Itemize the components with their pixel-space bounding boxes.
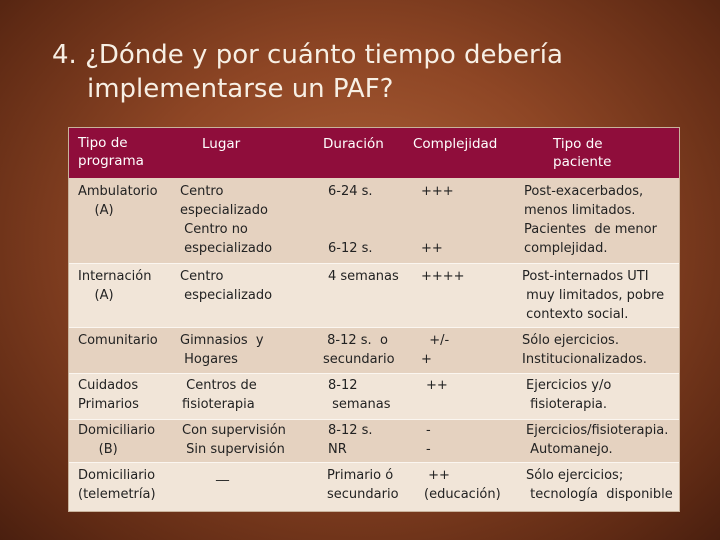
cell-programa: Domiciliario (B) xyxy=(78,423,156,457)
table-row xyxy=(69,463,679,511)
slide-title xyxy=(52,38,692,106)
header-duracion: Duración xyxy=(323,136,384,152)
table-row xyxy=(69,264,679,327)
cell-complejidad: ++++ xyxy=(421,269,465,284)
cell-duracion: Primario ó secundario xyxy=(327,468,399,502)
cell-lugar: Con supervisión Sin supervisión xyxy=(182,423,286,457)
cell-duracion: 8-12 s. o secundario xyxy=(323,333,395,367)
header-lugar: Lugar xyxy=(202,136,241,152)
cell-lugar: Centro especializado xyxy=(180,269,273,303)
cell-programa: Ambulatorio (A) xyxy=(78,184,158,218)
table-header xyxy=(69,128,679,178)
paf-table xyxy=(68,127,680,512)
cell-paciente: Sólo ejercicios; tecnología disponible xyxy=(526,468,673,502)
cell-programa: Cuidados Primarios xyxy=(78,378,139,412)
cell-paciente: Post-internados UTI muy limitados, pobre contexto social. xyxy=(522,269,665,322)
slide-title-line-2: implementarse un PAF? xyxy=(87,74,394,104)
cell-paciente: Ejercicios/fisioterapia. Automanejo. xyxy=(526,423,669,457)
cell-duracion: 8-12 semanas xyxy=(328,378,391,412)
table-row xyxy=(69,178,679,263)
cell-lugar: __ xyxy=(216,467,229,482)
header-tipo-paciente: Tipo de paciente xyxy=(553,136,612,170)
cell-lugar: Centros de fisioterapia xyxy=(182,378,257,412)
cell-lugar: Centro especializado Centro no especializado xyxy=(180,184,273,256)
cell-programa: Domiciliario (telemetría) xyxy=(78,468,156,502)
header-complejidad: Complejidad xyxy=(413,136,498,152)
cell-programa: Internación (A) xyxy=(78,269,152,303)
table-row xyxy=(69,328,679,373)
cell-paciente: Post-exacerbados, menos limitados. Pacientes de menor complejidad. xyxy=(524,184,657,256)
cell-complejidad: +++ ++ xyxy=(421,184,454,256)
cell-complejidad: - - xyxy=(426,423,431,457)
cell-duracion: 8-12 s. NR xyxy=(328,423,373,457)
cell-complejidad: ++ xyxy=(426,378,448,393)
cell-duracion: 4 semanas xyxy=(328,269,399,284)
cell-paciente: Sólo ejercicios. Institucionalizados. xyxy=(522,333,647,367)
header-tipo-programa: Tipo de programa xyxy=(78,135,144,169)
slide-title-line-1: 4. ¿Dónde y por cuánto tiempo debería xyxy=(52,40,563,70)
table-row xyxy=(69,374,679,419)
cell-lugar: Gimnasios y Hogares xyxy=(180,333,264,367)
cell-duracion: 6-24 s. 6-12 s. xyxy=(328,184,373,256)
cell-complejidad: ++ (educación) xyxy=(424,468,501,502)
cell-complejidad: +/- + xyxy=(421,333,450,367)
table-row xyxy=(69,420,679,462)
cell-paciente: Ejercicios y/o fisioterapia. xyxy=(526,378,612,412)
cell-programa: Comunitario xyxy=(78,333,158,348)
